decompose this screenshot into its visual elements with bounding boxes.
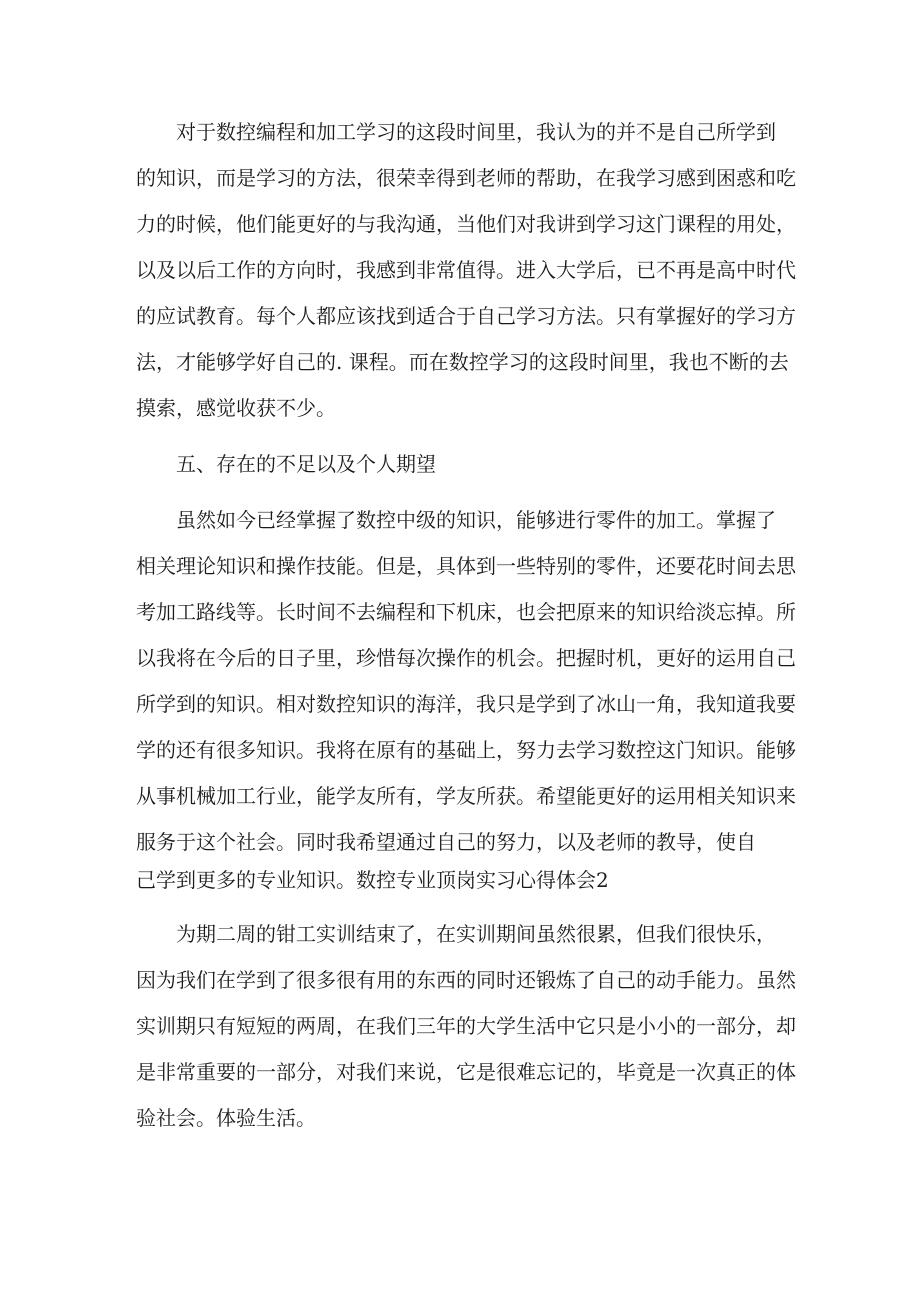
- paragraph-line: 对于数控编程和加工学习的这段时间里，我认为的并不是自己所学到: [176, 120, 776, 144]
- paragraph-line: 服务于这个社会。同时我希望通过自己的努力，以及老师的教导，使自: [136, 830, 756, 854]
- paragraph-line: 以我将在今后的日子里，珍惜每次操作的机会。把握时机，更好的运用自己: [136, 646, 796, 670]
- paragraph-line: 实训期只有短短的两周，在我们三年的大学生活中它只是小小的一部分，却: [136, 1014, 796, 1038]
- paragraph-line: 因为我们在学到了很多很有用的东西的同时还锻炼了自己的动手能力。虽然: [136, 968, 796, 992]
- paragraph-line: 验社会。体验生活。: [136, 1106, 316, 1130]
- paragraph-line: 的应试教育。每个人都应该找到适合于自己学习方法。只有掌握好的学习方: [136, 304, 796, 328]
- paragraph-line: 摸索，感觉收获不少。: [136, 396, 336, 420]
- paragraph-line: 学的还有很多知识。我将在原有的基础上，努力去学习数控这门知识。能够: [136, 738, 796, 762]
- paragraph-line: 所学到的知识。相对数控知识的海洋，我只是学到了冰山一角，我知道我要: [136, 692, 796, 716]
- paragraph-line: 是非常重要的一部分，对我们来说，它是很难忘记的，毕竟是一次真正的体: [136, 1060, 796, 1084]
- paragraph-line: 相关理论知识和操作技能。但是，具体到一些特别的零件，还要花时间去思: [136, 554, 796, 578]
- paragraph-line: 以及以后工作的方向时，我感到非常值得。进入大学后，已不再是高中时代: [136, 258, 796, 282]
- paragraph-line: 为期二周的钳工实训结束了，在实训期间虽然很累，但我们很快乐，: [176, 922, 776, 946]
- paragraph-line: 己学到更多的专业知识。数控专业顶岗实习心得体会2: [136, 868, 609, 892]
- paragraph-line: 力的时候，他们能更好的与我沟通，当他们对我讲到学习这门课程的用处，: [136, 212, 796, 236]
- paragraph-line: 的知识，而是学习的方法，很荣幸得到老师的帮助，在我学习感到困惑和吃: [136, 166, 796, 190]
- paragraph-line: 法，才能够学好自己的. 课程。而在数控学习的这段时间里，我也不断的去: [136, 350, 789, 374]
- paragraph-line: 虽然如今已经掌握了数控中级的知识，能够进行零件的加工。掌握了: [176, 508, 776, 532]
- paragraph-line: 考加工路线等。长时间不去编程和下机床，也会把原来的知识给淡忘掉。所: [136, 600, 796, 624]
- section-heading: 五、存在的不足以及个人期望: [176, 452, 436, 476]
- paragraph-line: 从事机械加工行业，能学友所有，学友所获。希望能更好的运用相关知识来: [136, 784, 796, 808]
